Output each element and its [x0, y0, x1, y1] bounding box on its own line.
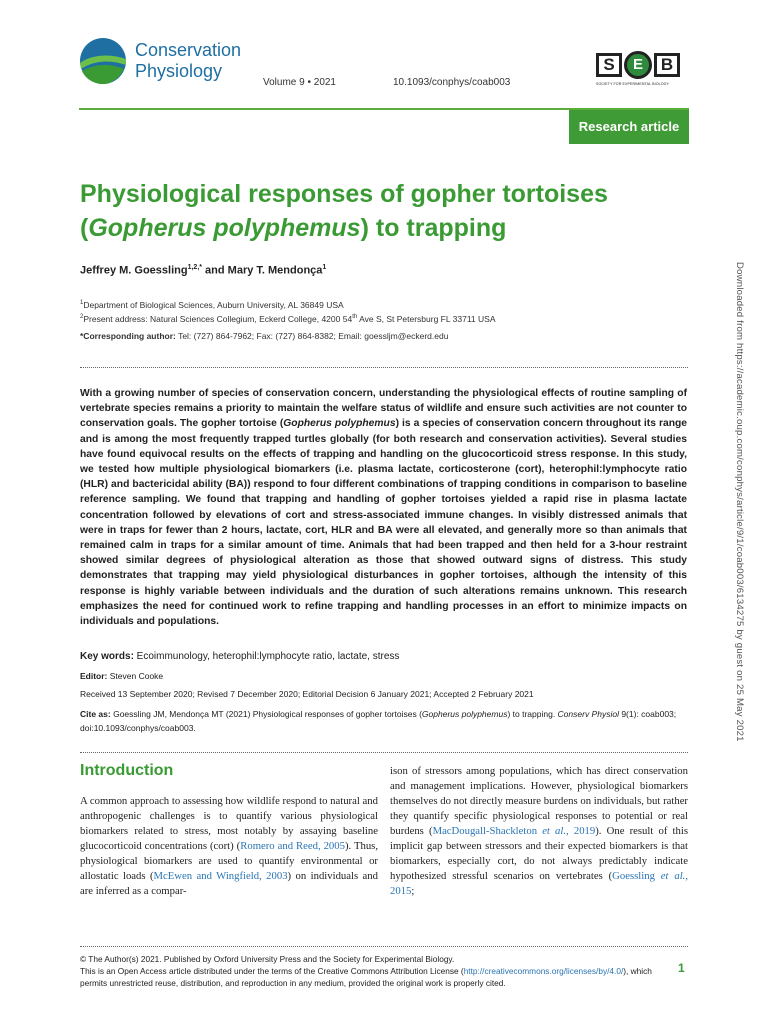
journal-name	[135, 40, 241, 82]
section-heading-introduction: Introduction	[80, 762, 174, 779]
affiliations	[80, 297, 496, 325]
ref-link[interactable]: McEwen and Wingfield, 2003	[153, 870, 288, 882]
journal-name-line2: Physiology	[135, 61, 223, 81]
citation: Cite as: Goessling JM, Mendonça MT (2021) Physiological responses of gopher tortoises (Gopherus polyphemus) to trapping. Conserv Physiol 9(1): coab003; doi:10.1093/conphys/coab003.	[80, 709, 677, 733]
editor: Editor: Steven Cooke	[80, 671, 164, 681]
seb-letter-b: B	[654, 53, 680, 77]
doi-label[interactable]: 10.1093/conphys/coab003	[393, 77, 511, 88]
body-column-2: ison of stressors among populations, which has direct conservation and management implications. However, physiological biomarkers themselves do not directly measure burdens on individuals, but rather they quantify specific physiological responses to potential or real burdens (MacDougall-Shackleton et al., 2019). One result of this implicit gap between stressors and their expected biomarkers is that biomarkers, especially cort, do not always predictably indicate hypothesized stressful scenarios on vertebrates (Goessling et al., 2015;	[390, 765, 689, 897]
volume-label: Volume 9 • 2021	[263, 77, 336, 88]
ref-link[interactable]: Goessling et al., 2015	[390, 870, 689, 897]
license-line: This is an Open Access article distributed under the terms of the Creative Commons Attribution License (http://creativecommons.org/licenses/by/4.0/), which permits unrestricted reuse, distribution, and reproduction in any medium, provided the original work is properly cited.	[80, 966, 652, 988]
ref-link[interactable]: Romero and Reed, 2005	[240, 840, 345, 852]
article-type-badge: Research article	[569, 110, 689, 144]
seb-letter-e: E	[624, 51, 652, 79]
author-list	[80, 264, 326, 277]
copyright-footer	[80, 953, 680, 989]
keywords: Key words: Ecoimmunology, heterophil:lymphocyte ratio, lactate, stress	[80, 651, 400, 662]
author-1[interactable]: Jeffrey M. Goessling	[80, 264, 188, 277]
author-and: and	[202, 264, 228, 277]
journal-logo-icon	[79, 37, 127, 85]
seb-letter-s: S	[596, 53, 622, 77]
affiliation-1: $^1$Department of Biological Sciences, Auburn University, AL 36849 USA	[80, 299, 344, 310]
download-sidebar: Downloaded from https://academic.oup.com/conphys/article/9/1/coab003/6134275 by guest on 25 May 2021	[734, 262, 745, 742]
title-part2: ) to trapping	[360, 214, 507, 242]
title-part1: Physiological responses of gopher tortoises (	[80, 180, 608, 242]
corresponding-author: *Corresponding author: Tel: (727) 864-7962; Fax: (727) 864-8382; Email: goessljm@eckerd.edu	[80, 331, 449, 341]
divider	[80, 752, 688, 753]
journal-name-line1: Conservation	[135, 40, 242, 60]
seb-subtitle: SOCIETY FOR EXPERIMENTAL BIOLOGY	[596, 82, 670, 86]
license-link[interactable]: http://creativecommons.org/licenses/by/4.0/	[463, 966, 624, 976]
abstract: With a growing number of species of conservation concern, understanding the physiological effects of routine sampling of vertebrate species remains a priority to maintain the welfare status of wildlife and ensure such activities are not counter to conservation goals. The gopher tortoise (Gopherus polyphemus) is a species of conservation concern throughout its range and is among the most frequently trapped turtles globally (for both research and conservation activities). Several studies have found equivocal results on the effects of trapping and handling on the glucocorticoid stress response. In this study, we tested how multiple physiological biomarkers (i.e. plasma lactate, corticosterone (cort), heterophil:lymphocyte ratio (HLR) and bactericidal ability (BA)) respond to four different combinations of trapping conditions in comparison to baseline reference sampling. We found that trapping and handling of gopher tortoises yielded a rapid rise in plasma lactate concentration followed by elevations of cort and stress-associated immune changes. In visibly distressed animals that were in traps for fewer than 2 hours, lactate, cort, HLR and BA were all elevated, and generally more so than animals that remained calm in traps for a similar amount of time. Animals that had been trapped and then held for a 3-hour restraint showed similar degrees of physiological alteration as those that showed outward signs of distress. This study demonstrates that trapping may yield physiological disturbances in gopher tortoises, although the intensity of this response is highly variable between individuals and the duration of such alterations remains unknown. This research emphasizes the need for continued work to refine trapping and handling processes in an effort to minimize impacts on individuals and populations.	[80, 388, 687, 628]
article-title	[80, 177, 690, 245]
author-2[interactable]: Mary T. Mendonça	[227, 264, 323, 277]
title-species: Gopherus polyphemus	[88, 214, 361, 242]
affiliation-2: $^2$Present address: Natural Sciences Collegium, Eckerd College, 4200 54th Ave S, St Petersburg FL 33711 USA	[80, 313, 496, 324]
copyright-line: © The Author(s) 2021. Published by Oxford University Press and the Society for Experimental Biology.	[80, 954, 455, 964]
author-1-sup: 1,2,*	[187, 264, 202, 271]
page-number: 1	[678, 961, 685, 975]
article-history: Received 13 September 2020; Revised 7 December 2020; Editorial Decision 6 January 2021; Accepted 2 February 2021	[80, 689, 534, 699]
author-2-sup: 1	[322, 264, 327, 271]
divider	[80, 946, 688, 947]
divider	[80, 367, 688, 368]
seb-logo	[596, 51, 688, 86]
body-column-1: A common approach to assessing how wildlife respond to natural and anthropogenic challenges is to quantify various physiological biomarkers related to stress, most notably by assaying baseline glucocorticoid concentrations (cort) (Romero and Reed, 2005). Thus, physiological biomarkers are used to quantify environmental or allostatic loads (McEwen and Wingfield, 2003) on individuals and are inferred as a compar-	[80, 795, 379, 897]
ref-link[interactable]: MacDougall-Shackleton et al., 2019	[432, 825, 596, 837]
